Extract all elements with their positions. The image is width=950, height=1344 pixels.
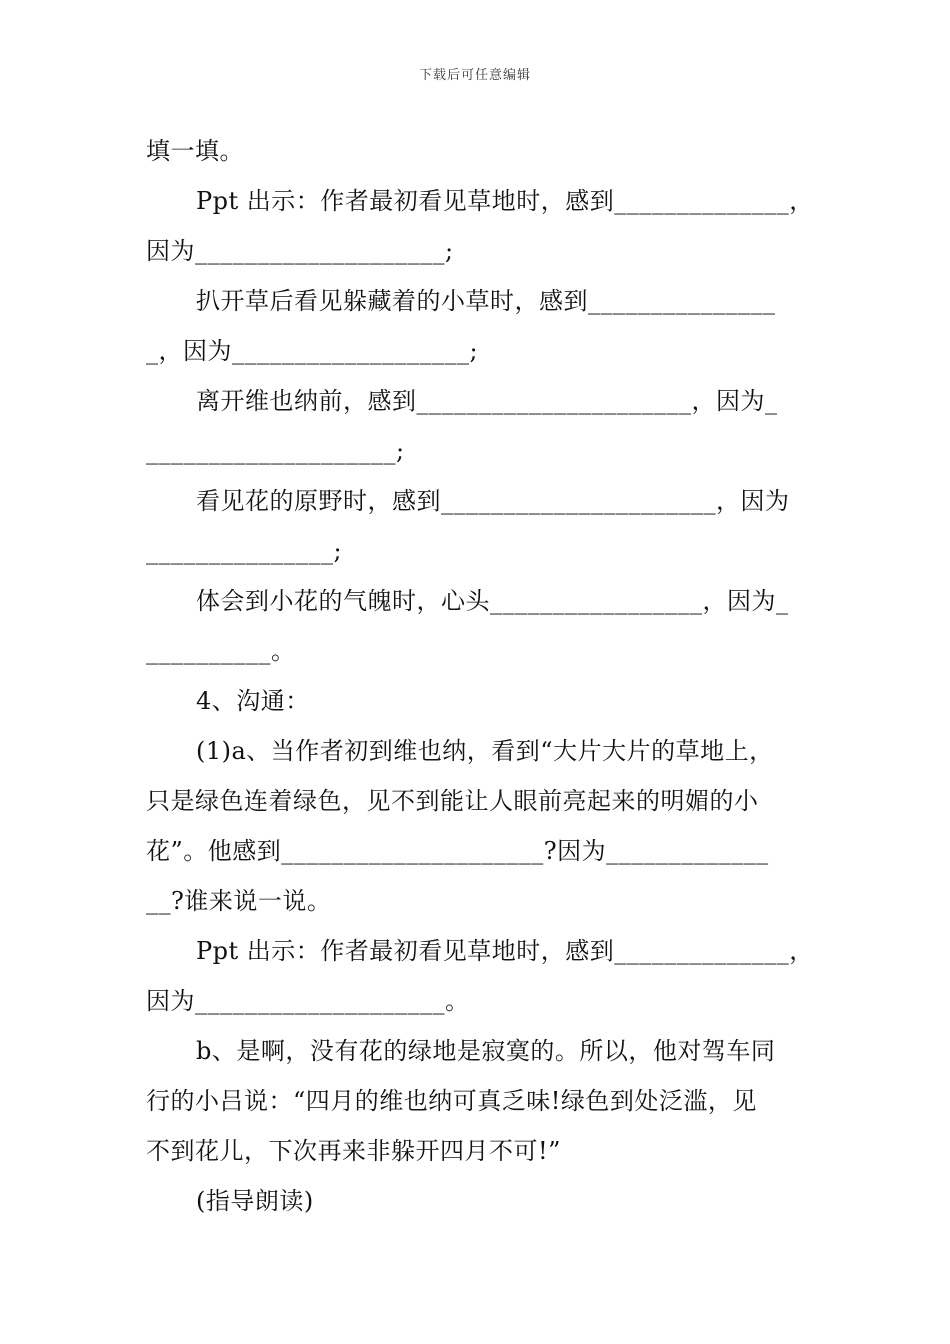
text-line: 体会到小花的气魄时，心头_________________，因为_ (196, 587, 789, 615)
text-line: __?谁来说一说。 (146, 887, 332, 915)
text-line: 花”。他感到_____________________?因为_____________ (146, 837, 769, 865)
text-line: b、是啊，没有花的绿地是寂寞的。所以，他对驾车同 (196, 1037, 776, 1065)
text-line: __________。 (146, 637, 296, 665)
text-line: ____________________; (146, 437, 405, 465)
text-line: 看见花的原野时，感到______________________，因为 (196, 487, 790, 515)
text-line: Ppt 出示：作者最初看见草地时，感到______________， (196, 187, 814, 215)
text-line: _，因为___________________; (146, 337, 479, 365)
text-line: 不到花儿，下次再来非躲开四月不可!” (146, 1137, 561, 1165)
page-header-note: 下载后可任意编辑 (418, 68, 531, 83)
text-line: 离开维也纳前，感到______________________，因为_ (196, 387, 778, 415)
document-body (146, 126, 826, 1226)
text-line: (指导朗读) (196, 1187, 314, 1215)
text-line: (1)a、当作者初到维也纳，看到“大片大片的草地上， (196, 737, 774, 765)
text-line: 因为____________________; (146, 237, 454, 265)
text-line: 行的小吕说：“四月的维也纳可真乏味!绿色到处泛滥，见 (146, 1087, 757, 1115)
text-line: 填一填。 (146, 137, 244, 165)
section-heading: 4、沟通： (196, 687, 310, 715)
text-line: 只是绿色连着绿色，见不到能让人眼前亮起来的明媚的小 (146, 787, 759, 815)
text-line: 扒开草后看见躲藏着的小草时，感到_______________ (196, 287, 776, 315)
text-line: Ppt 出示：作者最初看见草地时，感到______________， (196, 937, 814, 965)
text-line: _______________; (146, 537, 343, 565)
text-line: 因为____________________。 (146, 987, 470, 1015)
